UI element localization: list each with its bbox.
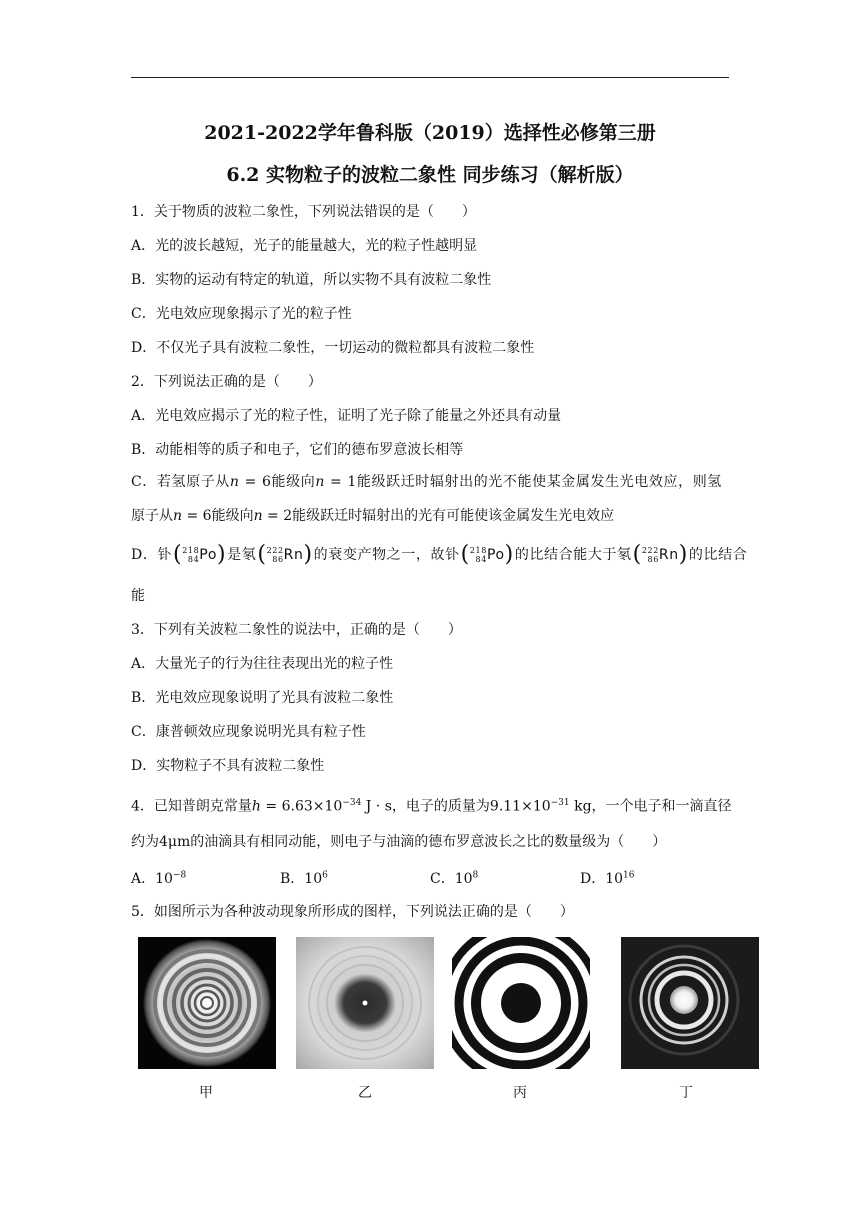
- radon-nuclide: ( 222 86 Rn): [257, 542, 313, 567]
- q3-option-a: A．大量光子的行为往往表现出光的粒子性: [131, 656, 394, 672]
- doc-subtitle: 6.2 实物粒子的波粒二象性 同步练习（解析版）: [226, 164, 634, 186]
- q2-option-d-line1: D．钋( 218 84 Po)是氡( 222 86 Rn)的衰变产物之一，故钋( 218 84 Po)的比结合能大于氡( 222 86 Rn)的比结合: [131, 542, 748, 567]
- pattern-jia-caption: 甲: [199, 1085, 213, 1101]
- q4-stem-line1: 4．已知普朗克常量$h = 6.63\times 10^{-34}$ J · s，电子的质量为$9.11\times 10^{-31}$ kg，一个电子和一滴直径: [131, 798, 732, 815]
- doc-title: 2021-2022学年鲁科版（2019）选择性必修第三册: [204, 122, 656, 144]
- q2-option-b: B．动能相等的质子和电子，它们的德布罗意波长相等: [131, 442, 464, 458]
- pattern-ding-caption: 丁: [679, 1085, 693, 1101]
- pattern-yi-image: [296, 937, 434, 1069]
- q4-option-d: D．$10^{16}$: [580, 870, 635, 887]
- q1-option-a: A．光的波长越短，光子的能量越大，光的粒子性越明显: [131, 238, 478, 254]
- q4-option-b: B．$10^6$: [280, 870, 328, 887]
- q5-stem: 5．如图所示为各种波动现象所形成的图样，下列说法正确的是（ ）: [131, 904, 574, 920]
- q2-stem: 2．下列说法正确的是（ ）: [131, 374, 322, 390]
- polonium-nuclide: ( 218 84 Po): [173, 542, 227, 567]
- pattern-ding-image: [621, 937, 759, 1069]
- q4-option-c: C．$10^8$: [430, 870, 479, 887]
- q3-option-d: D．实物粒子不具有波粒二象性: [131, 758, 325, 774]
- q3-stem: 3．下列有关波粒二象性的说法中，正确的是（ ）: [131, 622, 462, 638]
- q1-option-c: C．光电效应现象揭示了光的粒子性: [131, 306, 352, 322]
- q1-stem: 1．关于物质的波粒二象性，下列说法错误的是（ ）: [131, 204, 476, 220]
- polonium-nuclide: ( 218 84 Po): [460, 542, 514, 567]
- pattern-bing-image: [452, 937, 590, 1069]
- q3-option-c: C．康普顿效应现象说明光具有粒子性: [131, 724, 366, 740]
- header-rule: [131, 77, 729, 78]
- q4-option-a: A．$10^{-8}$: [131, 870, 187, 887]
- pattern-yi-caption: 乙: [358, 1085, 372, 1101]
- pattern-jia-image: [138, 937, 276, 1069]
- q2-option-d-line2: 能: [131, 588, 145, 604]
- radon-nuclide: ( 222 86 Rn): [632, 542, 688, 567]
- q2-option-a: A．光电效应揭示了光的粒子性，证明了光子除了能量之外还具有动量: [131, 408, 562, 424]
- q1-option-d: D．不仅光子具有波粒二象性，一切运动的微粒都具有波粒二象性: [131, 340, 535, 356]
- q2-option-c-line2: 原子从n = 6能级向n = 2能级跃迁时辐射出的光有可能使该金属发生光电效应: [131, 508, 615, 524]
- q1-option-b: B．实物的运动有特定的轨道，所以实物不具有波粒二象性: [131, 272, 492, 288]
- q2-option-c-line1: C．若氢原子从n = 6能级向n = 1能级跃迁时辐射出的光不能使某金属发生光电效应，则氢: [131, 474, 722, 490]
- pattern-bing-caption: 丙: [513, 1085, 527, 1101]
- q3-option-b: B．光电效应现象说明了光具有波粒二象性: [131, 690, 394, 706]
- q4-stem-line2: 约为4μm的油滴具有相同动能，则电子与油滴的德布罗意波长之比的数量级为（ ）: [131, 834, 667, 850]
